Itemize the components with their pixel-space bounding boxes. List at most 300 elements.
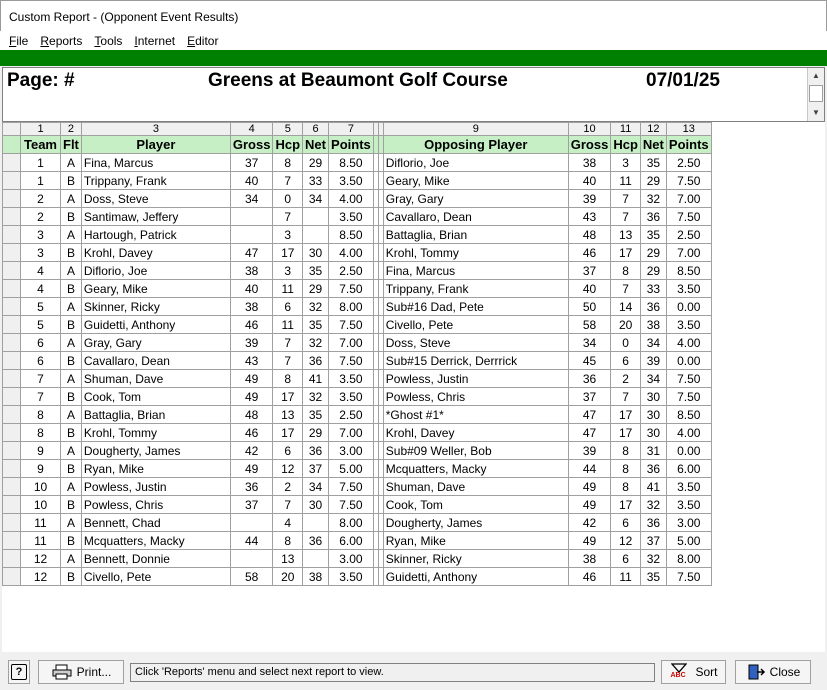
- column-number[interactable]: 4: [230, 123, 273, 136]
- table-cell[interactable]: 43: [568, 208, 611, 226]
- table-cell[interactable]: 7.50: [329, 280, 374, 298]
- table-cell[interactable]: 39: [640, 352, 666, 370]
- table-cell[interactable]: 17: [611, 424, 641, 442]
- table-cell[interactable]: 7.50: [666, 388, 711, 406]
- table-cell[interactable]: Battaglia, Brian: [383, 226, 568, 244]
- scroll-thumb[interactable]: [809, 85, 823, 102]
- table-cell[interactable]: 7: [273, 208, 303, 226]
- table-cell[interactable]: 37: [568, 262, 611, 280]
- table-cell[interactable]: 2: [273, 478, 303, 496]
- table-cell[interactable]: 38: [640, 316, 666, 334]
- table-cell[interactable]: 30: [303, 244, 329, 262]
- table-cell[interactable]: 7.00: [666, 244, 711, 262]
- table-cell[interactable]: 17: [273, 388, 303, 406]
- table-cell[interactable]: 8.50: [666, 406, 711, 424]
- table-cell[interactable]: 34: [568, 334, 611, 352]
- table-cell[interactable]: 5.00: [329, 460, 374, 478]
- table-cell[interactable]: 11: [273, 280, 303, 298]
- table-cell[interactable]: A: [61, 190, 82, 208]
- table-cell[interactable]: 32: [303, 298, 329, 316]
- table-cell[interactable]: 7.50: [329, 496, 374, 514]
- table-cell[interactable]: Bennett, Donnie: [81, 550, 230, 568]
- table-cell[interactable]: 3.00: [666, 514, 711, 532]
- row-header[interactable]: [3, 208, 21, 226]
- table-cell[interactable]: 37: [640, 532, 666, 550]
- column-number[interactable]: 10: [568, 123, 611, 136]
- table-cell[interactable]: 38: [303, 568, 329, 586]
- table-cell[interactable]: 38: [568, 154, 611, 172]
- table-cell[interactable]: 35: [640, 568, 666, 586]
- table-cell[interactable]: Sub#09 Weller, Bob: [383, 442, 568, 460]
- table-cell[interactable]: [303, 550, 329, 568]
- table-cell[interactable]: 11: [273, 316, 303, 334]
- row-header[interactable]: [3, 532, 21, 550]
- table-cell[interactable]: 8: [611, 478, 641, 496]
- table-cell[interactable]: 2: [21, 208, 61, 226]
- table-cell[interactable]: 17: [273, 424, 303, 442]
- table-cell[interactable]: 37: [230, 496, 273, 514]
- table-cell[interactable]: 0: [273, 190, 303, 208]
- table-cell[interactable]: 7: [611, 190, 641, 208]
- table-cell[interactable]: A: [61, 154, 82, 172]
- table-cell[interactable]: 0.00: [666, 352, 711, 370]
- menu-reports[interactable]: Reports: [40, 33, 83, 48]
- table-cell[interactable]: 3.50: [329, 172, 374, 190]
- table-cell[interactable]: 3: [21, 226, 61, 244]
- row-header[interactable]: [3, 424, 21, 442]
- table-cell[interactable]: 36: [640, 298, 666, 316]
- table-cell[interactable]: Diflorio, Joe: [81, 262, 230, 280]
- table-cell[interactable]: B: [61, 424, 82, 442]
- column-header[interactable]: Gross: [230, 136, 273, 154]
- table-cell[interactable]: 58: [568, 316, 611, 334]
- table-cell[interactable]: 12: [21, 568, 61, 586]
- table-cell[interactable]: 3.50: [329, 388, 374, 406]
- table-cell[interactable]: 50: [568, 298, 611, 316]
- table-cell[interactable]: B: [61, 352, 82, 370]
- table-cell[interactable]: 4.00: [329, 244, 374, 262]
- table-cell[interactable]: 32: [640, 496, 666, 514]
- table-cell[interactable]: 2.50: [329, 406, 374, 424]
- table-cell[interactable]: 7.50: [329, 478, 374, 496]
- print-button[interactable]: [38, 660, 124, 684]
- table-cell[interactable]: 34: [303, 190, 329, 208]
- scroll-down-icon[interactable]: ▼: [812, 108, 820, 117]
- table-cell[interactable]: 35: [303, 406, 329, 424]
- table-cell[interactable]: 8: [21, 424, 61, 442]
- column-number[interactable]: 3: [81, 123, 230, 136]
- row-header[interactable]: [3, 514, 21, 532]
- table-cell[interactable]: 3.50: [329, 568, 374, 586]
- table-cell[interactable]: Bennett, Chad: [81, 514, 230, 532]
- row-header[interactable]: [3, 316, 21, 334]
- table-cell[interactable]: A: [61, 550, 82, 568]
- table-cell[interactable]: Mcquatters, Macky: [81, 532, 230, 550]
- column-header[interactable]: Net: [303, 136, 329, 154]
- table-cell[interactable]: Gray, Gary: [81, 334, 230, 352]
- table-cell[interactable]: 34: [303, 478, 329, 496]
- table-cell[interactable]: 41: [303, 370, 329, 388]
- table-cell[interactable]: Krohl, Tommy: [81, 424, 230, 442]
- table-cell[interactable]: Powless, Chris: [81, 496, 230, 514]
- table-cell[interactable]: [303, 208, 329, 226]
- table-cell[interactable]: 6.00: [666, 460, 711, 478]
- table-cell[interactable]: 35: [303, 316, 329, 334]
- column-header[interactable]: Hcp: [273, 136, 303, 154]
- column-number[interactable]: 9: [383, 123, 568, 136]
- table-cell[interactable]: 8: [611, 460, 641, 478]
- table-cell[interactable]: [230, 208, 273, 226]
- row-header[interactable]: [3, 568, 21, 586]
- table-cell[interactable]: 11: [611, 172, 641, 190]
- table-cell[interactable]: 48: [568, 226, 611, 244]
- table-cell[interactable]: [230, 514, 273, 532]
- row-header[interactable]: [3, 406, 21, 424]
- table-cell[interactable]: 2: [21, 190, 61, 208]
- table-cell[interactable]: 3.50: [666, 316, 711, 334]
- table-cell[interactable]: Trippany, Frank: [81, 172, 230, 190]
- table-cell[interactable]: 5: [21, 316, 61, 334]
- table-cell[interactable]: 39: [568, 442, 611, 460]
- table-cell[interactable]: 36: [303, 532, 329, 550]
- table-cell[interactable]: Powless, Justin: [383, 370, 568, 388]
- table-cell[interactable]: 40: [230, 172, 273, 190]
- table-cell[interactable]: A: [61, 226, 82, 244]
- table-cell[interactable]: Cook, Tom: [81, 388, 230, 406]
- table-cell[interactable]: 7: [21, 388, 61, 406]
- table-cell[interactable]: A: [61, 406, 82, 424]
- table-cell[interactable]: 2.50: [329, 262, 374, 280]
- table-cell[interactable]: 35: [640, 226, 666, 244]
- table-cell[interactable]: 4: [21, 280, 61, 298]
- table-cell[interactable]: 29: [303, 424, 329, 442]
- table-cell[interactable]: 3.50: [329, 208, 374, 226]
- table-cell[interactable]: 7: [273, 172, 303, 190]
- table-cell[interactable]: 30: [640, 424, 666, 442]
- table-cell[interactable]: 38: [568, 550, 611, 568]
- table-cell[interactable]: Doss, Steve: [81, 190, 230, 208]
- table-cell[interactable]: 13: [611, 226, 641, 244]
- table-cell[interactable]: 32: [640, 190, 666, 208]
- table-cell[interactable]: 33: [640, 280, 666, 298]
- row-header[interactable]: [3, 298, 21, 316]
- table-cell[interactable]: 34: [640, 370, 666, 388]
- table-cell[interactable]: Guidetti, Anthony: [81, 316, 230, 334]
- table-cell[interactable]: Sub#16 Dad, Pete: [383, 298, 568, 316]
- table-cell[interactable]: 10: [21, 496, 61, 514]
- table-cell[interactable]: Krohl, Davey: [81, 244, 230, 262]
- row-header[interactable]: [3, 172, 21, 190]
- table-cell[interactable]: 6: [273, 298, 303, 316]
- table-cell[interactable]: 34: [640, 334, 666, 352]
- table-cell[interactable]: Gray, Gary: [383, 190, 568, 208]
- row-header[interactable]: [3, 478, 21, 496]
- column-number[interactable]: 13: [666, 123, 711, 136]
- table-cell[interactable]: B: [61, 280, 82, 298]
- table-cell[interactable]: 13: [273, 406, 303, 424]
- table-cell[interactable]: 45: [568, 352, 611, 370]
- table-cell[interactable]: 36: [640, 514, 666, 532]
- row-header[interactable]: [3, 136, 21, 154]
- table-cell[interactable]: 7.00: [329, 424, 374, 442]
- table-cell[interactable]: 37: [568, 388, 611, 406]
- table-cell[interactable]: Santimaw, Jeffery: [81, 208, 230, 226]
- table-cell[interactable]: 7: [611, 208, 641, 226]
- table-cell[interactable]: 36: [303, 442, 329, 460]
- table-cell[interactable]: 36: [303, 352, 329, 370]
- table-cell[interactable]: 49: [568, 496, 611, 514]
- table-cell[interactable]: 4.00: [666, 334, 711, 352]
- table-cell[interactable]: 3.50: [666, 496, 711, 514]
- table-cell[interactable]: 8.50: [329, 226, 374, 244]
- table-cell[interactable]: 12: [611, 532, 641, 550]
- table-cell[interactable]: 36: [640, 208, 666, 226]
- table-cell[interactable]: Powless, Chris: [383, 388, 568, 406]
- table-cell[interactable]: Cavallaro, Dean: [383, 208, 568, 226]
- table-cell[interactable]: Civello, Pete: [81, 568, 230, 586]
- column-number[interactable]: 5: [273, 123, 303, 136]
- table-cell[interactable]: A: [61, 442, 82, 460]
- table-cell[interactable]: 7.50: [666, 568, 711, 586]
- table-cell[interactable]: 11: [21, 532, 61, 550]
- table-cell[interactable]: 8: [611, 262, 641, 280]
- table-cell[interactable]: 3.00: [329, 550, 374, 568]
- table-cell[interactable]: 32: [640, 550, 666, 568]
- table-cell[interactable]: 5: [21, 298, 61, 316]
- table-cell[interactable]: 6: [611, 352, 641, 370]
- table-cell[interactable]: Shuman, Dave: [383, 478, 568, 496]
- table-cell[interactable]: 8: [21, 406, 61, 424]
- column-header[interactable]: Gross: [568, 136, 611, 154]
- table-cell[interactable]: 9: [21, 460, 61, 478]
- table-cell[interactable]: 36: [230, 478, 273, 496]
- table-cell[interactable]: 36: [568, 370, 611, 388]
- table-cell[interactable]: A: [61, 298, 82, 316]
- table-cell[interactable]: [303, 226, 329, 244]
- table-cell[interactable]: Skinner, Ricky: [383, 550, 568, 568]
- table-cell[interactable]: 8: [611, 442, 641, 460]
- column-number[interactable]: 6: [303, 123, 329, 136]
- table-cell[interactable]: 13: [273, 550, 303, 568]
- table-cell[interactable]: 2: [611, 370, 641, 388]
- sort-button[interactable]: [661, 660, 726, 684]
- table-cell[interactable]: [230, 226, 273, 244]
- table-cell[interactable]: 3.50: [666, 280, 711, 298]
- row-header[interactable]: [3, 496, 21, 514]
- table-cell[interactable]: Skinner, Ricky: [81, 298, 230, 316]
- table-cell[interactable]: 47: [568, 424, 611, 442]
- table-cell[interactable]: 8.50: [666, 262, 711, 280]
- table-cell[interactable]: 42: [230, 442, 273, 460]
- table-cell[interactable]: Dougherty, James: [81, 442, 230, 460]
- row-header[interactable]: [3, 244, 21, 262]
- table-cell[interactable]: Powless, Justin: [81, 478, 230, 496]
- table-cell[interactable]: 42: [568, 514, 611, 532]
- table-cell[interactable]: A: [61, 514, 82, 532]
- table-cell[interactable]: 38: [230, 262, 273, 280]
- table-cell[interactable]: 6: [273, 442, 303, 460]
- table-cell[interactable]: Civello, Pete: [383, 316, 568, 334]
- table-cell[interactable]: 40: [230, 280, 273, 298]
- menu-tools[interactable]: Tools: [94, 33, 123, 48]
- table-cell[interactable]: 4.00: [666, 424, 711, 442]
- table-cell[interactable]: 2.50: [666, 226, 711, 244]
- table-cell[interactable]: 32: [303, 334, 329, 352]
- row-header[interactable]: [3, 550, 21, 568]
- table-cell[interactable]: 47: [568, 406, 611, 424]
- table-cell[interactable]: 11: [611, 568, 641, 586]
- table-cell[interactable]: 38: [230, 298, 273, 316]
- table-cell[interactable]: 7.50: [666, 208, 711, 226]
- table-cell[interactable]: *Ghost #1*: [383, 406, 568, 424]
- table-cell[interactable]: 7: [273, 352, 303, 370]
- row-header[interactable]: [3, 352, 21, 370]
- table-cell[interactable]: 29: [640, 244, 666, 262]
- column-number[interactable]: 7: [329, 123, 374, 136]
- table-cell[interactable]: 6: [611, 550, 641, 568]
- table-cell[interactable]: 30: [640, 388, 666, 406]
- table-cell[interactable]: Guidetti, Anthony: [383, 568, 568, 586]
- row-header[interactable]: [3, 154, 21, 172]
- close-button[interactable]: [735, 660, 811, 684]
- table-cell[interactable]: B: [61, 532, 82, 550]
- table-cell[interactable]: 8.50: [329, 154, 374, 172]
- table-cell[interactable]: 7: [611, 280, 641, 298]
- table-cell[interactable]: 41: [640, 478, 666, 496]
- table-cell[interactable]: B: [61, 388, 82, 406]
- table-cell[interactable]: 8: [273, 370, 303, 388]
- table-cell[interactable]: 34: [230, 190, 273, 208]
- row-header[interactable]: [3, 190, 21, 208]
- table-cell[interactable]: 39: [568, 190, 611, 208]
- table-cell[interactable]: 49: [230, 388, 273, 406]
- column-header[interactable]: Team: [21, 136, 61, 154]
- table-cell[interactable]: A: [61, 370, 82, 388]
- table-cell[interactable]: 30: [640, 406, 666, 424]
- column-header[interactable]: Opposing Player: [383, 136, 568, 154]
- table-cell[interactable]: 49: [568, 478, 611, 496]
- row-header[interactable]: [3, 334, 21, 352]
- menu-internet[interactable]: Internet: [134, 33, 176, 48]
- table-cell[interactable]: 9: [21, 442, 61, 460]
- table-cell[interactable]: A: [61, 262, 82, 280]
- table-cell[interactable]: Mcquatters, Macky: [383, 460, 568, 478]
- column-header[interactable]: Player: [81, 136, 230, 154]
- row-header[interactable]: [3, 460, 21, 478]
- menu-file[interactable]: File: [9, 33, 29, 48]
- table-cell[interactable]: [303, 514, 329, 532]
- table-cell[interactable]: 8: [273, 532, 303, 550]
- column-number[interactable]: 2: [61, 123, 82, 136]
- table-cell[interactable]: 8.00: [666, 550, 711, 568]
- table-cell[interactable]: 32: [303, 388, 329, 406]
- table-cell[interactable]: 3.00: [329, 442, 374, 460]
- table-cell[interactable]: Battaglia, Brian: [81, 406, 230, 424]
- table-cell[interactable]: Geary, Mike: [81, 280, 230, 298]
- column-number[interactable]: 1: [21, 123, 61, 136]
- row-header[interactable]: [3, 370, 21, 388]
- column-header[interactable]: Points: [666, 136, 711, 154]
- table-cell[interactable]: Diflorio, Joe: [383, 154, 568, 172]
- table-cell[interactable]: Cavallaro, Dean: [81, 352, 230, 370]
- table-cell[interactable]: B: [61, 496, 82, 514]
- table-cell[interactable]: 30: [303, 496, 329, 514]
- table-cell[interactable]: 17: [611, 496, 641, 514]
- table-cell[interactable]: 43: [230, 352, 273, 370]
- table-cell[interactable]: 7: [273, 334, 303, 352]
- table-cell[interactable]: 11: [21, 514, 61, 532]
- table-cell[interactable]: 8.00: [329, 298, 374, 316]
- table-cell[interactable]: 4: [273, 514, 303, 532]
- table-cell[interactable]: 46: [568, 244, 611, 262]
- table-cell[interactable]: 1: [21, 172, 61, 190]
- table-cell[interactable]: Ryan, Mike: [383, 532, 568, 550]
- table-cell[interactable]: 0.00: [666, 298, 711, 316]
- table-cell[interactable]: 36: [640, 460, 666, 478]
- table-cell[interactable]: 33: [303, 172, 329, 190]
- table-cell[interactable]: B: [61, 172, 82, 190]
- table-cell[interactable]: 7.50: [666, 370, 711, 388]
- table-cell[interactable]: 40: [568, 172, 611, 190]
- table-cell[interactable]: 35: [640, 154, 666, 172]
- table-cell[interactable]: Krohl, Davey: [383, 424, 568, 442]
- table-cell[interactable]: Krohl, Tommy: [383, 244, 568, 262]
- table-cell[interactable]: 29: [640, 262, 666, 280]
- table-cell[interactable]: 49: [230, 370, 273, 388]
- table-cell[interactable]: Cook, Tom: [383, 496, 568, 514]
- table-cell[interactable]: 7.50: [329, 316, 374, 334]
- table-cell[interactable]: Doss, Steve: [383, 334, 568, 352]
- column-header[interactable]: Flt: [61, 136, 82, 154]
- table-cell[interactable]: 12: [21, 550, 61, 568]
- table-cell[interactable]: Shuman, Dave: [81, 370, 230, 388]
- column-header[interactable]: Net: [640, 136, 666, 154]
- table-cell[interactable]: Fina, Marcus: [383, 262, 568, 280]
- table-cell[interactable]: 3: [273, 226, 303, 244]
- table-cell[interactable]: 20: [611, 316, 641, 334]
- table-cell[interactable]: 10: [21, 478, 61, 496]
- help-button[interactable]: [8, 660, 30, 684]
- table-cell[interactable]: Geary, Mike: [383, 172, 568, 190]
- table-cell[interactable]: 37: [230, 154, 273, 172]
- table-cell[interactable]: 6: [21, 334, 61, 352]
- row-header[interactable]: [3, 442, 21, 460]
- table-cell[interactable]: 44: [230, 532, 273, 550]
- table-cell[interactable]: A: [61, 334, 82, 352]
- table-cell[interactable]: 3: [611, 154, 641, 172]
- menu-editor[interactable]: Editor: [187, 33, 219, 48]
- table-cell[interactable]: B: [61, 208, 82, 226]
- table-cell[interactable]: 7.00: [666, 190, 711, 208]
- table-cell[interactable]: 29: [303, 280, 329, 298]
- table-cell[interactable]: 0.00: [666, 442, 711, 460]
- table-cell[interactable]: 3.50: [666, 478, 711, 496]
- table-cell[interactable]: Sub#15 Derrick, Derrrick: [383, 352, 568, 370]
- table-cell[interactable]: 2.50: [666, 154, 711, 172]
- table-cell[interactable]: 58: [230, 568, 273, 586]
- table-cell[interactable]: Ryan, Mike: [81, 460, 230, 478]
- table-cell[interactable]: 46: [230, 316, 273, 334]
- table-cell[interactable]: 7.50: [666, 172, 711, 190]
- table-cell[interactable]: 3: [273, 262, 303, 280]
- table-cell[interactable]: 17: [611, 244, 641, 262]
- table-cell[interactable]: 6: [611, 514, 641, 532]
- table-cell[interactable]: 47: [230, 244, 273, 262]
- table-cell[interactable]: 29: [640, 172, 666, 190]
- table-cell[interactable]: 7: [21, 370, 61, 388]
- row-header[interactable]: [3, 262, 21, 280]
- table-cell[interactable]: 7.00: [329, 334, 374, 352]
